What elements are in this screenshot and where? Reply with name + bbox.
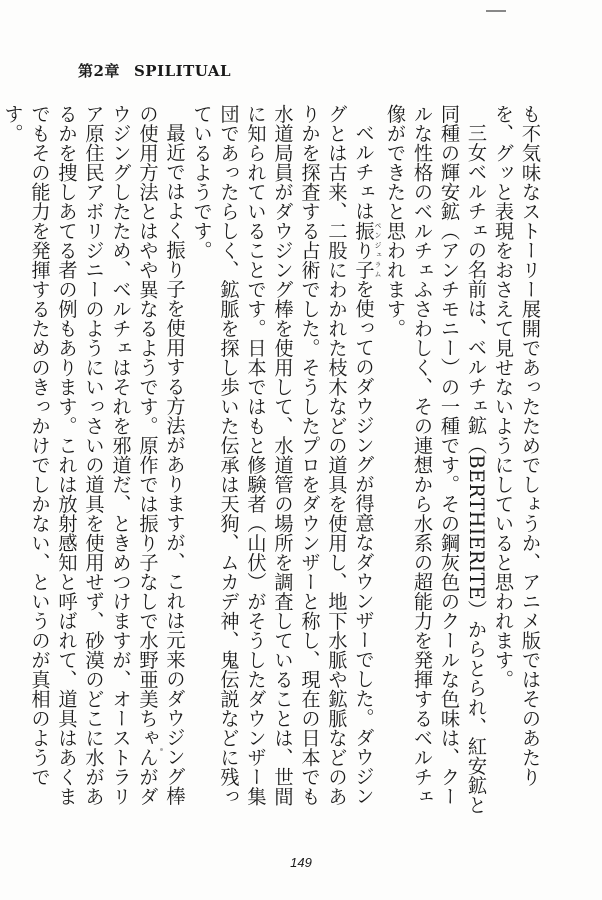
chapter-header [78, 60, 231, 81]
page-number: 149 [290, 855, 312, 870]
paragraph: 三女ベルチェの名前は、ベルチェ鉱（BERTHIERITE）からとられ、紅安鉱と同種の輝安鉱（アンチモニー）の一種です。その鋼灰色のクールな色味は、クールな性格のベルチェふさわしく、その連想から水系の超能力を発揮するベルチェ像ができたと思われます。 [384, 104, 488, 815]
ruby-base: 振り子 [352, 220, 376, 280]
paragraph: 最近ではよく振り子を使用する方法がありますが、これは元来のダウジング棒の使用方法とはやや異なるようです。原作では振り子なしで水野亜美ちゃんがダウジングしたため、ベルチェはそれを邪道だ、ときめつけますが、オーストラリア原住民アボリジニーのようにいっさいの道具を使用せず、砂漠のどこに水があるかを捜しあてる者の例もあります。これは放射感知と呼ばれて、道具はあくまでもその能力を発揮するためのきっかけでしかない、というのが真相のようです。 [1, 104, 187, 806]
paragraph [189, 104, 383, 824]
body-text [1, 104, 544, 824]
chapter-number: 第2章 [78, 62, 120, 80]
paragraph-text: ベルチェは [352, 123, 376, 221]
paragraph: も不気味なストーリー展開であったためでしょうか、アニメ版ではそのあたりを、グッと表現をおさえて見せないようにしていると思われます。 [492, 104, 542, 787]
scan-artifact [486, 10, 506, 12]
ruby-annotation [352, 220, 382, 280]
paragraph-text: を使ってのダウジングが得意なダウンザーでした。ダウジングとは古来、二股にわかれた枝木などの道具を使用し、地下水脈や鉱脈などのありかを探査する占術でした。そうしたプロをダウンザーと称し、現在の日本でも水道局員がダウジング棒を使用して、水道管の場所を調査していることは、世間に知られていることです。日本ではもと修験者（山伏）がそうしたダウンザー集団であったらしく、鉱脈を探し歩いた伝承は天狗、ムカデ神、鬼伝説などに残っているようです。 [190, 104, 376, 806]
ruby-reading: ペンジュラム [374, 220, 382, 280]
chapter-title: SPILITUAL [133, 62, 232, 80]
